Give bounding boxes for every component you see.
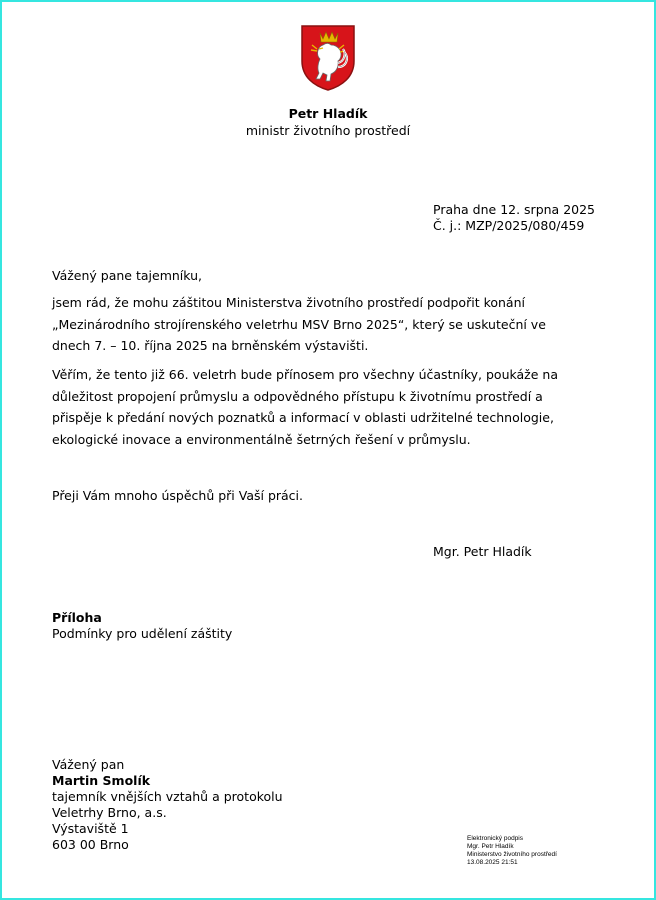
attachment-heading: Příloha bbox=[52, 610, 102, 625]
recipient-name: Martin Smolík bbox=[52, 773, 151, 788]
e-signature-line-1: Elektronický podpis bbox=[467, 835, 523, 842]
attachment-text: Podmínky pro udělení záštity bbox=[52, 626, 233, 641]
closing: Přeji Vám mnoho úspěchů při Vaší práci. bbox=[52, 488, 303, 503]
e-signature-line-4: 13.08.2025 21:51 bbox=[467, 859, 518, 866]
czech-coat-of-arms-icon bbox=[299, 23, 357, 93]
recipient-greeting: Vážený pan bbox=[52, 757, 125, 772]
recipient-company: Veletrhy Brno, a.s. bbox=[52, 805, 167, 820]
minister-name: Petr Hladík bbox=[288, 106, 368, 121]
recipient-city: 603 00 Brno bbox=[52, 837, 129, 852]
place-date: Praha dne 12. srpna 2025 bbox=[433, 202, 595, 217]
e-signature-line-2: Mgr. Petr Hladík bbox=[467, 843, 514, 850]
paragraph-2: Věřím, že tento již 66. veletrh bude přínosem pro všechny účastníky, poukáže na důležitost propojení průmyslu a odpovědného přístupu k životnímu prostředí a přispěje k předání nových poznatků a informací v oblasti udržitelné technologie, ekologické inovace a environmentálně šetrných řešení v průmyslu. bbox=[52, 367, 558, 447]
salutation: Vážený pane tajemníku, bbox=[52, 268, 203, 283]
recipient-street: Výstaviště 1 bbox=[52, 821, 129, 836]
recipient-position: tajemník vnějších vztahů a protokolu bbox=[52, 789, 283, 804]
electronic-signature-stamp bbox=[467, 835, 557, 867]
paragraph-1: jsem rád, že mohu záštitou Ministerstva životního prostředí podpořit konání „Mezinárodního strojírenského veletrhu MSV Brno 2025“, který se uskuteční ve dnech 7. – 10. října 2025 na brněnském výstavišti. bbox=[52, 295, 546, 353]
minister-role: ministr životního prostředí bbox=[245, 123, 411, 138]
signature-name: Mgr. Petr Hladík bbox=[433, 544, 532, 559]
e-signature-line-3: Ministerstvo životního prostředí bbox=[467, 851, 557, 858]
reference-number: Č. j.: MZP/2025/080/459 bbox=[433, 218, 585, 233]
